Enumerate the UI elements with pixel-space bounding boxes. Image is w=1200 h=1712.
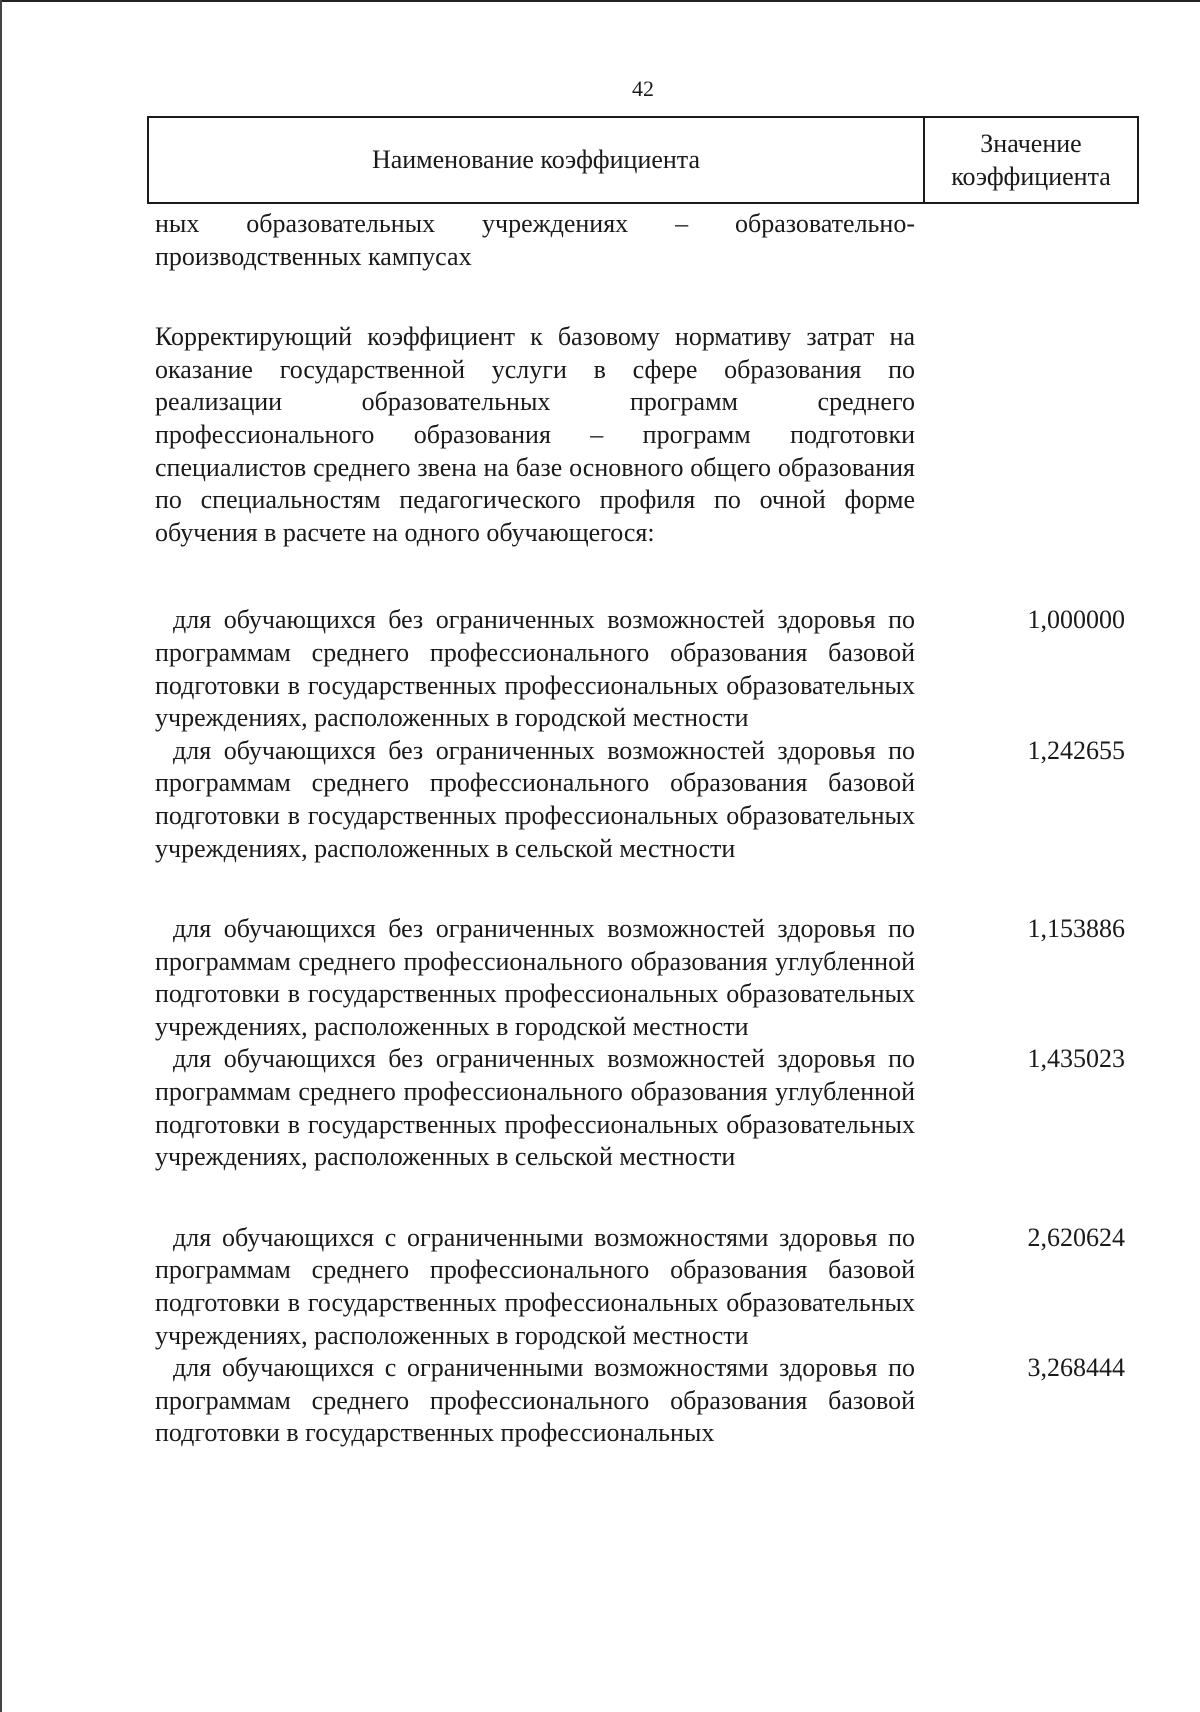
row-description: для обучающихся без ограниченных возможностей здоровья по программам среднего профессионального образования базовой подготовки в государственных профессиональных образовательных учреждениях, расположенных в сельской местности [155,735,915,863]
row-value: 1,153886 [1027,914,1125,944]
table-row [155,913,1155,1043]
scan-edge-top [0,0,1200,2]
section-heading: Корректирующий коэффициент к базовому нормативу затрат на оказание государственной услуги в сфере образования по реализации образовательных программ среднего профессионального образования – программ подготовки специалистов среднего звена на базе основного общего образования по специальностям педагогического профиля по очной форме обучения в расчете на одного обучающегося: [155,322,915,547]
row-value: 1,242655 [1027,735,1125,765]
header-coefficient-value: Значение коэффициента [951,129,1111,191]
table-header [147,116,1139,204]
row-description: для обучающихся с ограниченными возможностями здоровья по программам среднего профессионального образования базовой подготовки в государственных профессиональных [155,1353,915,1448]
document-body [155,208,1155,1450]
row-value: 3,268444 [1027,1353,1125,1383]
row-description: для обучающихся с ограниченными возможностями здоровья по программам среднего профессионального образования базовой подготовки в государственных профессиональных образовательных учреждениях, расположенных в городской местности [155,1222,915,1350]
table-row [155,1222,1155,1352]
table-row [155,604,1155,734]
row-value: 2,620624 [1027,1222,1125,1252]
row-description: для обучающихся без ограниченных возможностей здоровья по программам среднего профессионального образования базовой подготовки в государственных профессиональных образовательных учреждениях, расположенных в городской местности [155,605,915,733]
row-description: для обучающихся без ограниченных возможностей здоровья по программам среднего профессионального образования углубленной подготовки в государственных профессиональных образовательных учреждениях, расположенных в городской местности [155,914,915,1041]
row-value: 1,000000 [1027,605,1125,635]
scan-edge-left [0,0,2,1712]
table-row [155,735,1155,865]
row-description: для обучающихся без ограниченных возможностей здоровья по программам среднего профессионального образования углубленной подготовки в государственных профессиональных образовательных учреждениях, расположенных в сельской местности [155,1044,915,1172]
page-number: 42 [632,76,654,101]
continuation-text: ных образовательных учреждениях – образовательно-производственных кампусах [155,209,915,271]
header-coefficient-name: Наименование коэффициента [149,118,925,202]
row-value: 1,435023 [1027,1044,1125,1074]
table-row [155,1043,1155,1173]
table-row [155,1352,1155,1450]
